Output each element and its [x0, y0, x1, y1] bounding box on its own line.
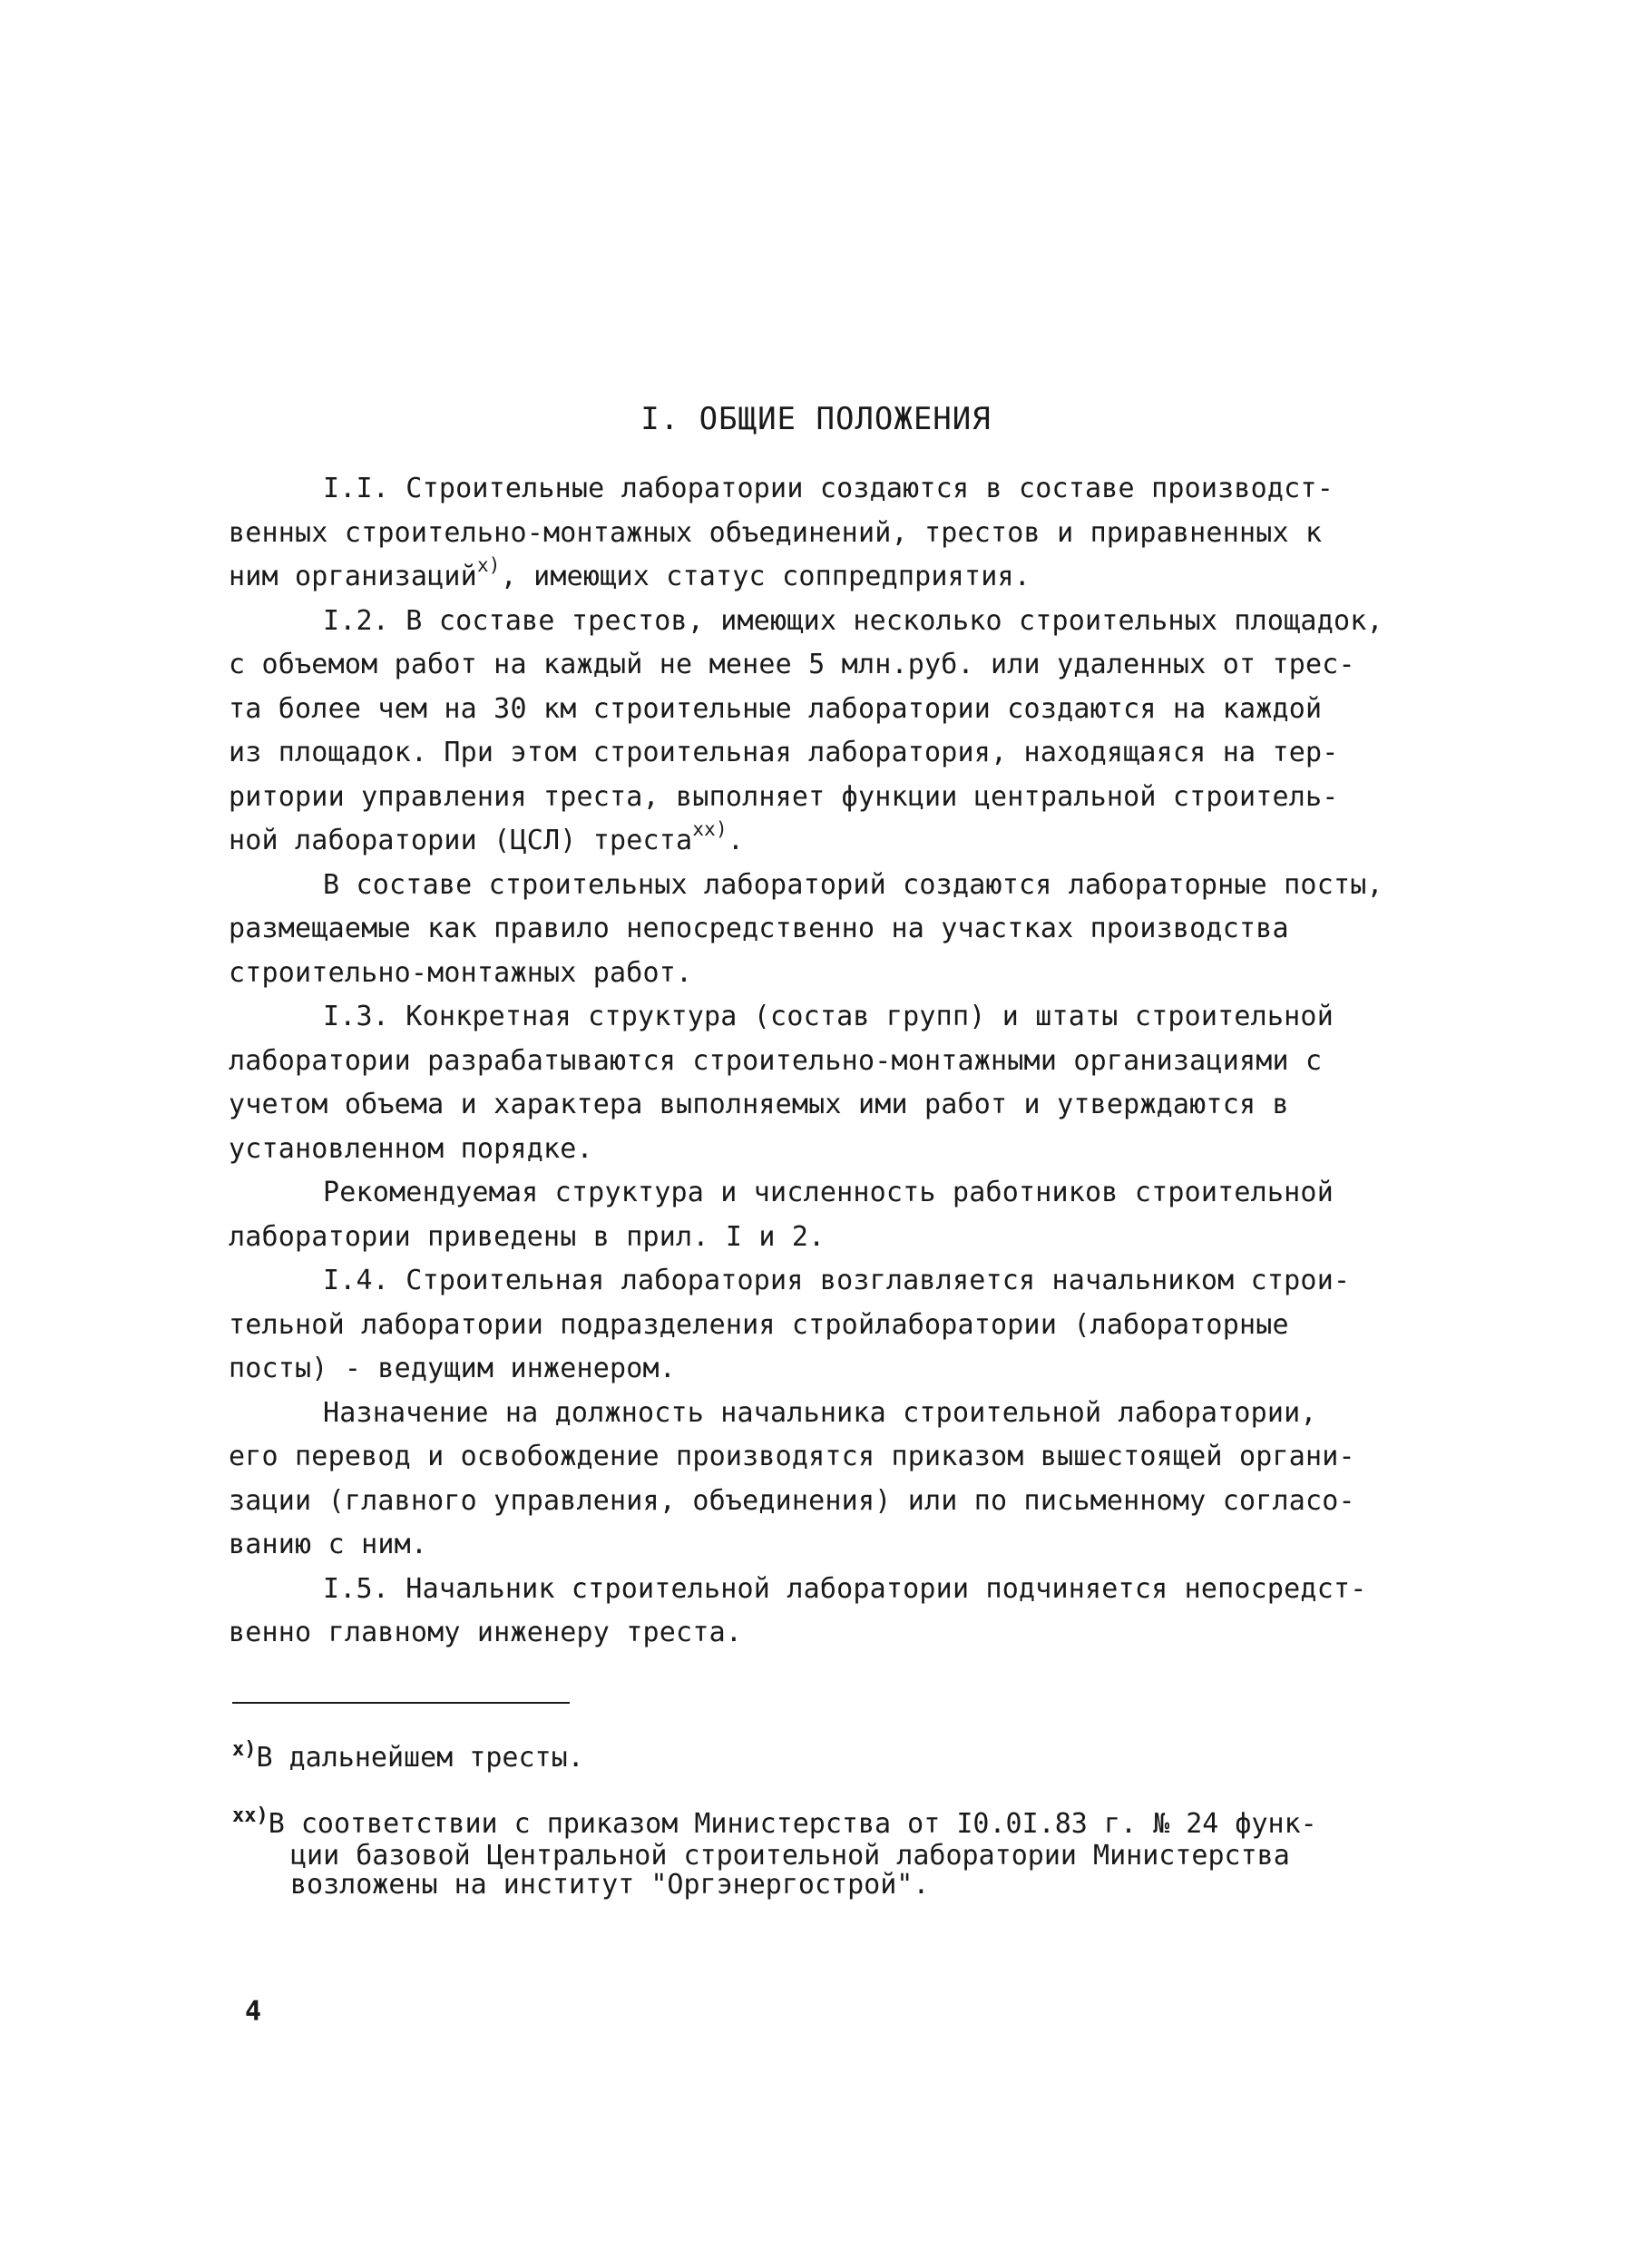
body-text: [229, 467, 1471, 1656]
body-line: установленном порядке.: [229, 1132, 593, 1165]
footnote-1: [232, 1738, 584, 1774]
body-line: I.4. Строительная лаборатория возглавляется начальником строи-: [323, 1265, 1351, 1296]
footnote-1-text: В дальнейшем тресты.: [256, 1742, 584, 1774]
footnote-2: [232, 1804, 1317, 1901]
body-line: тельной лаборатории подразделения стройлаборатории (лабораторные: [229, 1308, 1289, 1341]
footnote-divider: [232, 1702, 570, 1704]
footnote-2-line-2: ции базовой Центральной строительной лаборатории Министерства: [290, 1840, 1290, 1872]
body-line: венных строительно-монтажных объединений, трестов и приравненных к: [229, 516, 1323, 549]
body-line: лаборатории разрабатываются строительно-монтажными организациями с: [229, 1044, 1323, 1077]
body-line: ритории управления треста, выполняет функции центральной строитель-: [229, 780, 1339, 813]
body-line: с объемом работ на каждый не менее 5 млн.руб. или удаленных от трес-: [229, 649, 1355, 680]
body-line: его перевод и освобождение производятся приказом вышестоящей органи-: [229, 1441, 1355, 1472]
body-line: I.I. Строительные лаборатории создаются в составе производст-: [323, 473, 1334, 504]
body-line: венно главному инженеру треста.: [229, 1617, 743, 1648]
body-line: [229, 555, 1471, 600]
body-line: из площадок. При этом строительная лаборатория, находящаяся на тер-: [229, 737, 1339, 768]
section-heading: I. ОБЩИЕ ПОЛОЖЕНИЯ: [640, 401, 992, 437]
body-line: Назначение на должность начальника строительной лаборатории,: [323, 1396, 1317, 1429]
body-line-text: .: [727, 825, 745, 856]
body-line: Рекомендуемая структура и численность работников строительной: [323, 1177, 1334, 1208]
body-line: посты) - ведущим инженером.: [229, 1353, 677, 1384]
body-line: та более чем на 30 км строительные лаборатории создаются на каждой: [229, 692, 1323, 725]
body-line-text: ним организаций: [229, 561, 477, 592]
body-line: учетом объема и характера выполняемых ими работ и утверждаются в: [229, 1089, 1289, 1120]
footnote-2-line-1: В соответствии с приказом Министерства от I0.0I.83 г. № 24 функ-: [268, 1808, 1317, 1840]
body-line-text: , имеющих статус соппредприятия.: [500, 561, 1031, 592]
footnote-reference: xx): [692, 818, 728, 840]
body-line: I.5. Начальник строительной лаборатории подчиняется непосредст-: [323, 1572, 1367, 1605]
footnote-2-line-3: возложены на институт "Оргэнергострой".: [290, 1869, 930, 1901]
body-line: I.3. Конкретная структура (состав групп) и штаты строительной: [323, 1001, 1334, 1032]
body-line: В составе строительных лабораторий создаются лабораторные посты,: [323, 868, 1383, 901]
body-line: [229, 819, 1471, 864]
footnote-reference: x): [476, 554, 501, 576]
body-line: ванию с ним.: [229, 1529, 428, 1560]
body-line: размещаемые как правило непосредственно на участках производства: [229, 913, 1289, 944]
footnote-2-marker: xx): [232, 1804, 269, 1827]
page-number: 4: [245, 1996, 262, 2028]
body-line: I.2. В составе трестов, имеющих несколько строительных площадок,: [323, 604, 1383, 637]
body-line: зации (главного управления, объединения) или по письменному согласо-: [229, 1484, 1355, 1517]
footnote-1-marker: x): [232, 1738, 257, 1761]
body-line-text: ной лаборатории (ЦСЛ) треста: [229, 825, 693, 856]
body-line: лаборатории приведены в прил. I и 2.: [229, 1220, 826, 1253]
body-line: строительно-монтажных работ.: [229, 956, 693, 989]
